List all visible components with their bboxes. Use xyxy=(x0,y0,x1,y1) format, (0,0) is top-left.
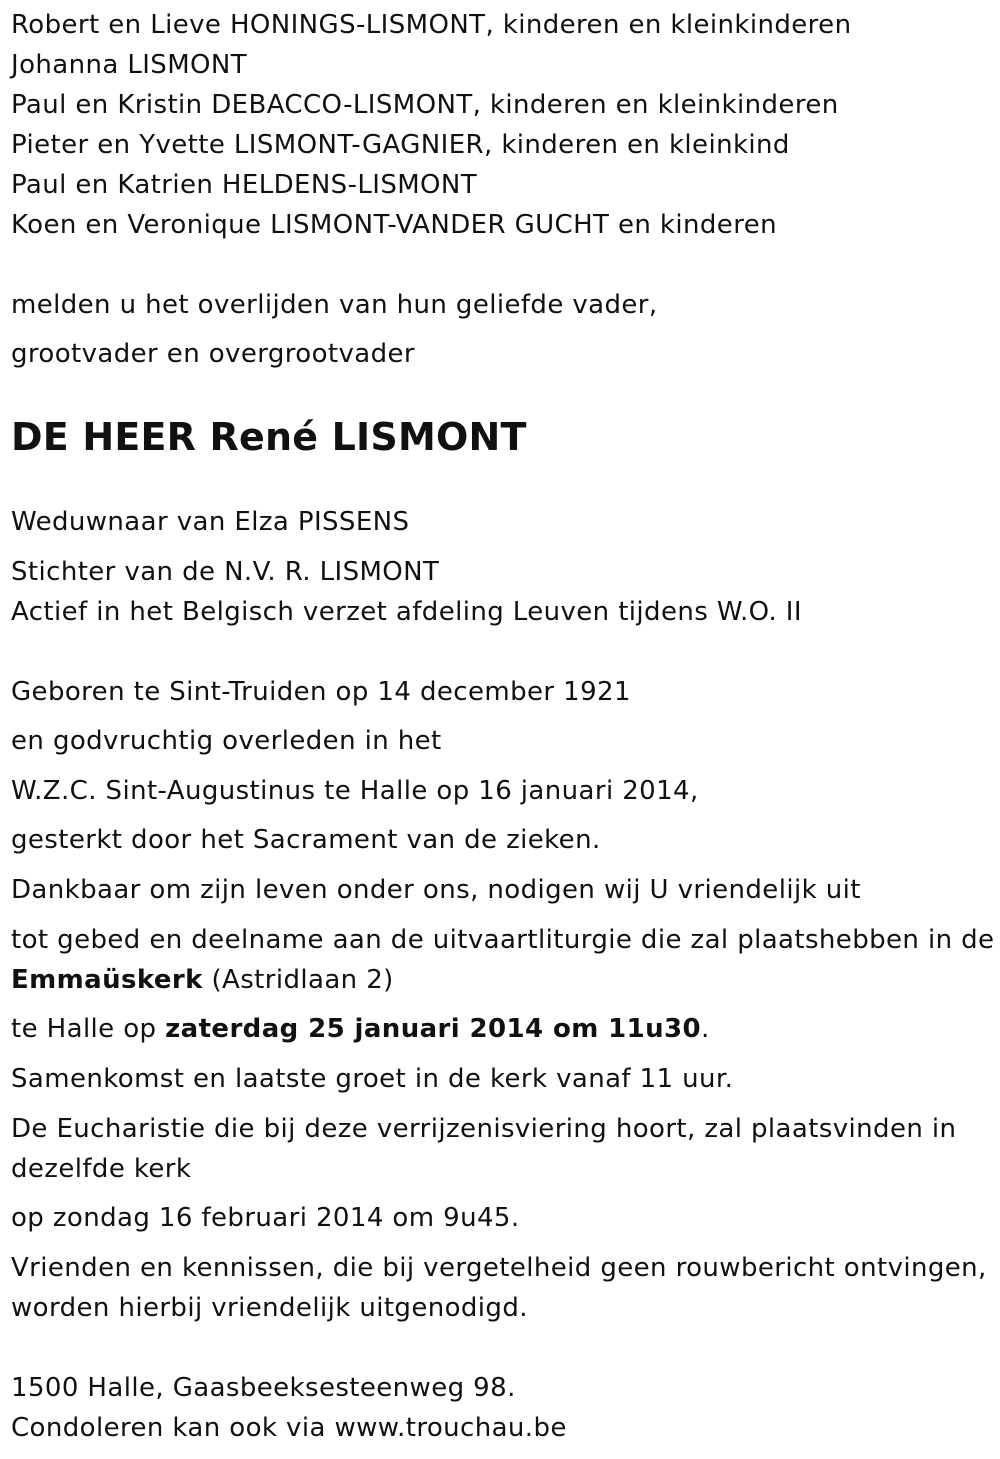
funeral-date-line xyxy=(11,1009,710,1049)
announcement-line: melden u het overlijden van hun geliefde vader, xyxy=(11,290,658,320)
widower-line: Weduwnaar van Elza PISSENS xyxy=(11,507,410,537)
church-line xyxy=(11,960,394,1000)
eucharist-line: dezelfde kerk xyxy=(11,1154,192,1184)
invitation-line: tot gebed en deelname aan de uitvaartliturgie die zal plaatshebben in de xyxy=(11,925,995,955)
address-line: 1500 Halle, Gaasbeeksesteenweg 98. xyxy=(11,1373,516,1403)
gathering-line: Samenkomst en laatste groet in de kerk vanaf 11 uur. xyxy=(11,1064,734,1094)
founder-line: Stichter van de N.V. R. LISMONT xyxy=(11,557,440,587)
death-place-line: W.Z.C. Sint-Augustinus te Halle op 16 januari 2014, xyxy=(11,776,699,806)
funeral-date: zaterdag 25 januari 2014 om 11u30 xyxy=(165,1014,702,1044)
friends-line: Vrienden en kennissen, die bij vergetelheid geen rouwbericht ontvingen, xyxy=(11,1253,987,1283)
church-name: Emmaüskerk xyxy=(11,965,203,995)
resistance-line: Actief in het Belgisch verzet afdeling Leuven tijdens W.O. II xyxy=(11,597,802,627)
sacrament-line: gesterkt door het Sacrament van de zieken. xyxy=(11,825,601,855)
death-line: en godvruchtig overleden in het xyxy=(11,726,442,756)
friends-line: worden hierbij vriendelijk uitgenodigd. xyxy=(11,1293,528,1323)
eucharist-date-line: op zondag 16 februari 2014 om 9u45. xyxy=(11,1203,520,1233)
family-line: Koen en Veronique LISMONT-VANDER GUCHT en kinderen xyxy=(11,210,777,240)
eucharist-line: De Eucharistie die bij deze verrijzenisviering hoort, zal plaatsvinden in xyxy=(11,1114,957,1144)
birth-line: Geboren te Sint-Truiden op 14 december 1921 xyxy=(11,677,631,707)
invitation-line: Dankbaar om zijn leven onder ons, nodigen wij U vriendelijk uit xyxy=(11,875,861,905)
funeral-date-suffix: . xyxy=(701,1014,710,1044)
family-line: Paul en Katrien HELDENS-LISMONT xyxy=(11,170,478,200)
funeral-date-prefix: te Halle op xyxy=(11,1014,166,1044)
family-line: Pieter en Yvette LISMONT-GAGNIER, kinderen en kleinkind xyxy=(11,130,790,160)
deceased-name: DE HEER René LISMONT xyxy=(11,415,527,459)
announcement-line: grootvader en overgrootvader xyxy=(11,339,416,369)
condolences-line: Condoleren kan ook via www.trouchau.be xyxy=(11,1413,567,1443)
family-line: Robert en Lieve HONINGS-LISMONT, kinderen en kleinkinderen xyxy=(11,10,852,40)
family-line: Johanna LISMONT xyxy=(11,50,248,80)
church-address: (Astridlaan 2) xyxy=(202,965,394,995)
family-line: Paul en Kristin DEBACCO-LISMONT, kinderen en kleinkinderen xyxy=(11,90,839,120)
